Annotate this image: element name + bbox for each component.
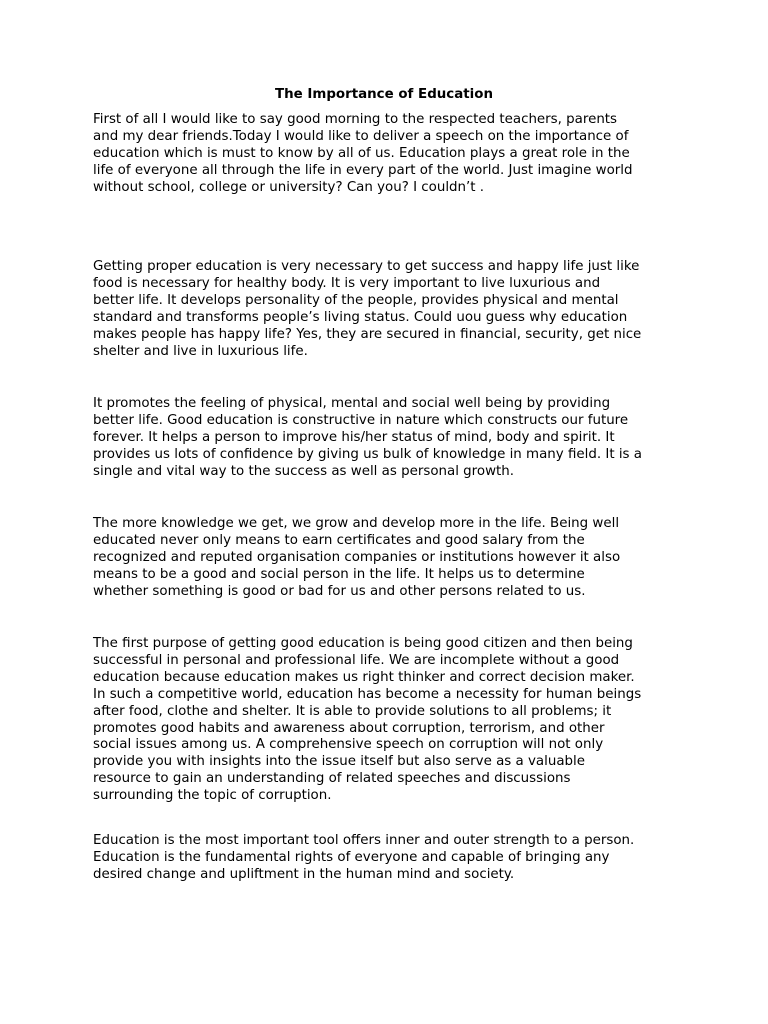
paragraph-purpose: The first purpose of getting good education is being good citizen and then being successful in personal and professional life. We are incomplete without a good education because education makes us right thinker and correct decision maker. In such a competitive world, education has become a necessity for human beings after food, clothe and shelter. It is able to provide solutions to all problems; it promotes good habits and awareness about corruption, terrorism, and other social issues among us. A comprehensive speech on corruption will not only provide you with insights into the issue itself but also serve as a valuable resource to gain an understanding of related speeches and discussions surrounding the topic of corruption. (93, 636, 642, 804)
paragraph-well-being: It promotes the feeling of physical, mental and social well being by providing better life. Good education is constructive in nature which constructs our future forever. It helps a person to improve his/her status of mind, body and spirit. It provides us lots of confidence by giving us bulk of knowledge in many field. It is a single and vital way to the success as well as personal growth. (93, 396, 642, 479)
paragraph-introduction: First of all I would like to say good morning to the respected teachers, parents and my dear friends.Today I would like to deliver a speech on the importance of education which is must to know by all of us. Education plays a great role in the life of everyone all through the life in every part of the world. Just imagine world without school, college or university? Can you? I couldn’t . (93, 112, 633, 195)
paragraph-knowledge: The more knowledge we get, we grow and develop more in the life. Being well educated never only means to earn certificates and good salary from the recognized and reputed organisation companies or institutions however it also means to be a good and social person in the life. It helps us to determine whether something is good or bad for us and other persons related to us. (93, 516, 621, 599)
paragraph-proper-education: Getting proper education is very necessary to get success and happy life just like food is necessary for healthy body. It is very important to live luxurious and better life. It develops personality of the people, provides physical and mental standard and transforms people’s living status. Could uou guess why education makes people has happy life? Yes, they are secured in financial, security, get nice shelter and live in luxurious life. (93, 259, 642, 359)
document-title: The Importance of Education (274, 87, 494, 102)
paragraph-conclusion: Education is the most important tool offers inner and outer strength to a person. Education is the fundamental rights of everyone and capable of bringing any desired change and upliftment in the human mind and society. (93, 833, 635, 882)
